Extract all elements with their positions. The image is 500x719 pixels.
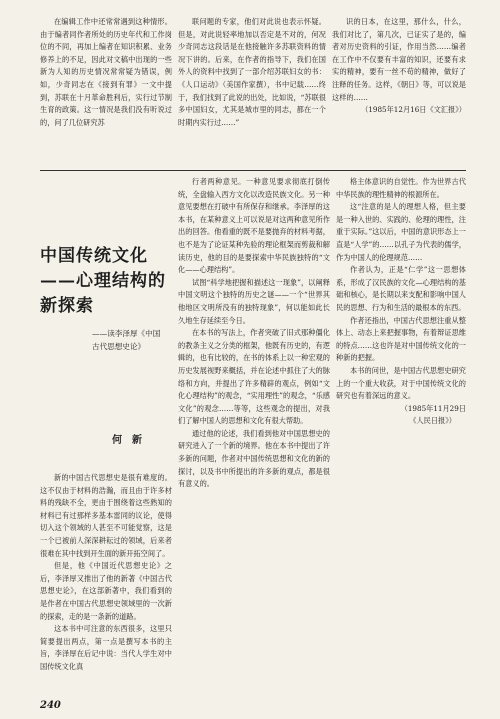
paragraph: 识的日本，在这里，那什么，什么，我们对比了，第几次，已证实了是的，编者对历史资料的引证，作用当然……编者在工作中不仅要有丰富的知识，还要有求实的精神，要有一丝不苟的精神，做好了注释的任务。这样，《朝日》等，可以说是这样的…… xyxy=(332,17,466,102)
article-title xyxy=(40,244,190,319)
paragraph: 通过他的论述，我们看到他对中国思想史的研究进入了一个新的境界。他在本书中提出了许多新的问题，作者对中国传统思想和文化的新的探讨，以及书中所提出的许多新的观点，都是很有意义的。 xyxy=(178,428,330,489)
subtitle-line: 古代思想史论》 xyxy=(92,342,146,351)
title-line: 新探索 xyxy=(40,296,94,316)
paragraph: 在编辑工作中还常常遇到这种情形。由于编者同作者所处的历史年代和工作岗位的不同，再加上编者在知识积累、业务修养上的不足，因此对文稿中出现的一些新为人知的历史情况常常疑为错误，例如，少奇同志在《接到有罪》一文中提到，苏联在十月革命胜利后，实行过节制生育的政策。这一情况是我们没有听说过的，问了几位研究苏 xyxy=(40,17,172,127)
article-column-2 xyxy=(178,176,330,491)
title-line: 中国传统文化 xyxy=(40,246,148,266)
page-number: 240 xyxy=(40,700,61,711)
paragraph: 本书的问世，是中国古代思想史研究上的一个重大收获，对于中国传统文化的研究也有着深远的意义。 xyxy=(336,365,466,401)
paragraph: 试图“科学地把握和描述这一现象”，以阐释中国文明这个独特的历史之谜——一个“世界其他地区文明所没有的独特现象”，何以能如此长久地生存延续至今日。 xyxy=(178,277,330,325)
paragraph: 但是，他《中国近代思想史论》之后，李泽厚又推出了他的新著《中国古代思想史论》，在这部新著中，我们看到的是作者在中国古代思想史领域里的一次新的探索，走的是一条新的道路。 xyxy=(40,561,172,621)
subtitle-line: ——读李泽厚《中国 xyxy=(92,329,161,338)
article-title-block xyxy=(40,244,190,353)
paragraph: 这“注意的是人的理想人格，但主要是一种入世的、实践的、伦理的理性，注重于实际。”这以后，中国的意识形态上一直是“人学”的……以孔子为代表的儒学，作为中国人的伦理规范…… xyxy=(336,202,466,262)
top-column-1 xyxy=(40,16,172,129)
paragraph: 行者两种意见。一种意见要求彻底打倒传统，全盘输入西方文化以改造民族文化。另一种意见要想在打破中有所保存和继承。李泽厚的这本书，在某种意义上可以说是对这两种意见所作出的回答。他看重的既不是要抛弃的材料考据，也不是为了论证某种先验的理论框架而剪裁和解读历史，他的目的是要探索中华民族独特的“文化——心理结构”。 xyxy=(178,177,330,275)
article-column-1 xyxy=(40,472,172,674)
article-author: 何新 xyxy=(112,435,152,446)
article-subtitle xyxy=(40,327,190,353)
title-line: ——心理结构的 xyxy=(40,271,166,291)
paragraph: 新的中国古代思想史是很有难度的。这不仅由于材料的浩瀚，而且由于许多材料的残缺不全，更由于围绕着这些熟知的材料已有过那样多基本雷同的议论，使得切入这个领域的人甚至不可能觉察，这是一个已被前人深深耕耘过的领域，后来者很难在其中找到开生面的新开拓空间了。 xyxy=(40,473,172,558)
article-source: 《人民日报》） xyxy=(409,416,456,426)
article-date: （1985年11月29日 xyxy=(400,403,466,413)
top-column-2 xyxy=(178,16,326,129)
article-column-3 xyxy=(336,176,466,428)
paragraph: 格主体意识的自觉性。作为世界古代中华民族的理性精神的根源所在。 xyxy=(336,177,466,199)
top-column-3 xyxy=(332,16,466,117)
paragraph: 作者认为，正是“仁学”这一思想体系，形成了汉民族的文化—心理结构的基础和核心，是长期以来支配和影响中国人民的思想、行为和生活的最根本的东西。 xyxy=(336,265,466,312)
paragraph: 这本书中可注意的东西很多，这里只简要提出两点，第一点是撰写本书的主旨，李泽厚在后记中说：当代人学生对中国传统文化真 xyxy=(40,624,172,671)
paragraph: 在本书的写法上，作者突破了旧式那种僵化的教条主义之分类的框架，他既有历史的，有逻辑的，也有比较的，在书的体系上以一种宏观的历史发展视野来概括，并在论述中抓住了大的脉络和方向，并提出了许多精辟的观点，例如“文化心理结构”的观念，“实用理性”的观念，“乐感文化”的观念……等等，这些观念的提出，对我们了解中国人的思想和文化有很大帮助。 xyxy=(178,328,330,426)
paragraph: 联问题的专家，他们对此说也表示怀疑。但是，对此说轻率地加以否定是不对的，何况少奇同志这段话是在他接触许多苏联资料的情况下讲的。后来，在作者的指导下，我们在国外人的资料中找到了一部介绍苏联妇女的书：《人口运动》（美国作家撰），书中记载……终于，我们找到了此说的出处，比如说，“苏联很多中国妇女，尤其是城市里的同志，都在一个时期内实行过……” xyxy=(178,17,326,127)
section-divider xyxy=(40,170,466,171)
paragraph: 作者还指出，中国古代思想注重从整体上、动态上来把握事物，有着辩证思维的特点……这也许是对中国传统文化的一种新的把握。 xyxy=(336,315,466,363)
top-source-date: （1985年12月16日《文汇报》） xyxy=(361,105,466,115)
